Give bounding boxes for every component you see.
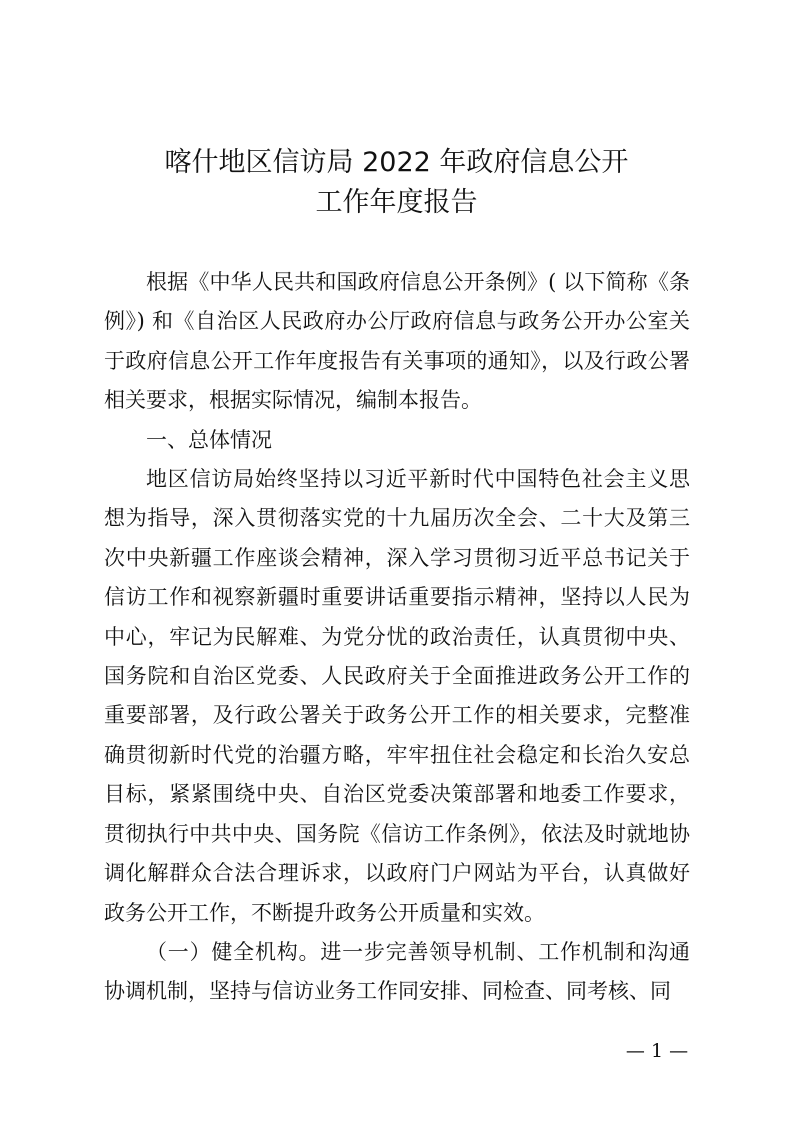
section-heading-overview: 一、总体情况 [146,427,272,452]
subsection-paragraph-1: （一）健全机构。进一步完善领导机制、工作机制和沟通协调机制，坚持与信访业务工作同安排、同检查、同考核、同 [104,939,690,1004]
document-title-line-2: 工作年度报告 [315,187,478,218]
document-title-line-1: 喀什地区信访局 2022 年政府信息公开 [164,147,629,178]
page-number: — 1 — [625,1040,689,1062]
overview-paragraph: 地区信访局始终坚持以习近平新时代中国特色社会主义思想为指导，深入贯彻落实党的十九届历次全会、二十大及第三次中央新疆工作座谈会精神，深入学习贯彻习近平总书记关于信访工作和视察新疆时重要讲话重要指示精神，坚持以人民为中心，牢记为民解难、为党分忧的政治责任，认真贯彻中央、国务院和自治区党委、人民政府关于全面推进政务公开工作的重要部署，及行政公署关于政务公开工作的相关要求，完整准确贯彻新时代党的治疆方略，牢牢扭住社会稳定和长治久安总目标，紧紧围绕中央、自治区党委决策部署和地委工作要求，贯彻执行中共中央、国务院《信访工作条例》，依法及时就地协调化解群众合法合理诉求，以政府门户网站为平台，认真做好政务公开工作，不断提升政务公开质量和实效。 [104,467,690,925]
intro-paragraph: 根据《中华人民共和国政府信息公开条例》( 以下简称《条例》) 和《自治区人民政府办公厅政府信息与政务公开办公室关于政府信息公开工作年度报告有关事项的通知》，以及行政公署相关要求，根据实际情况，编制本报告。 [104,270,690,413]
document-body [104,263,690,1012]
